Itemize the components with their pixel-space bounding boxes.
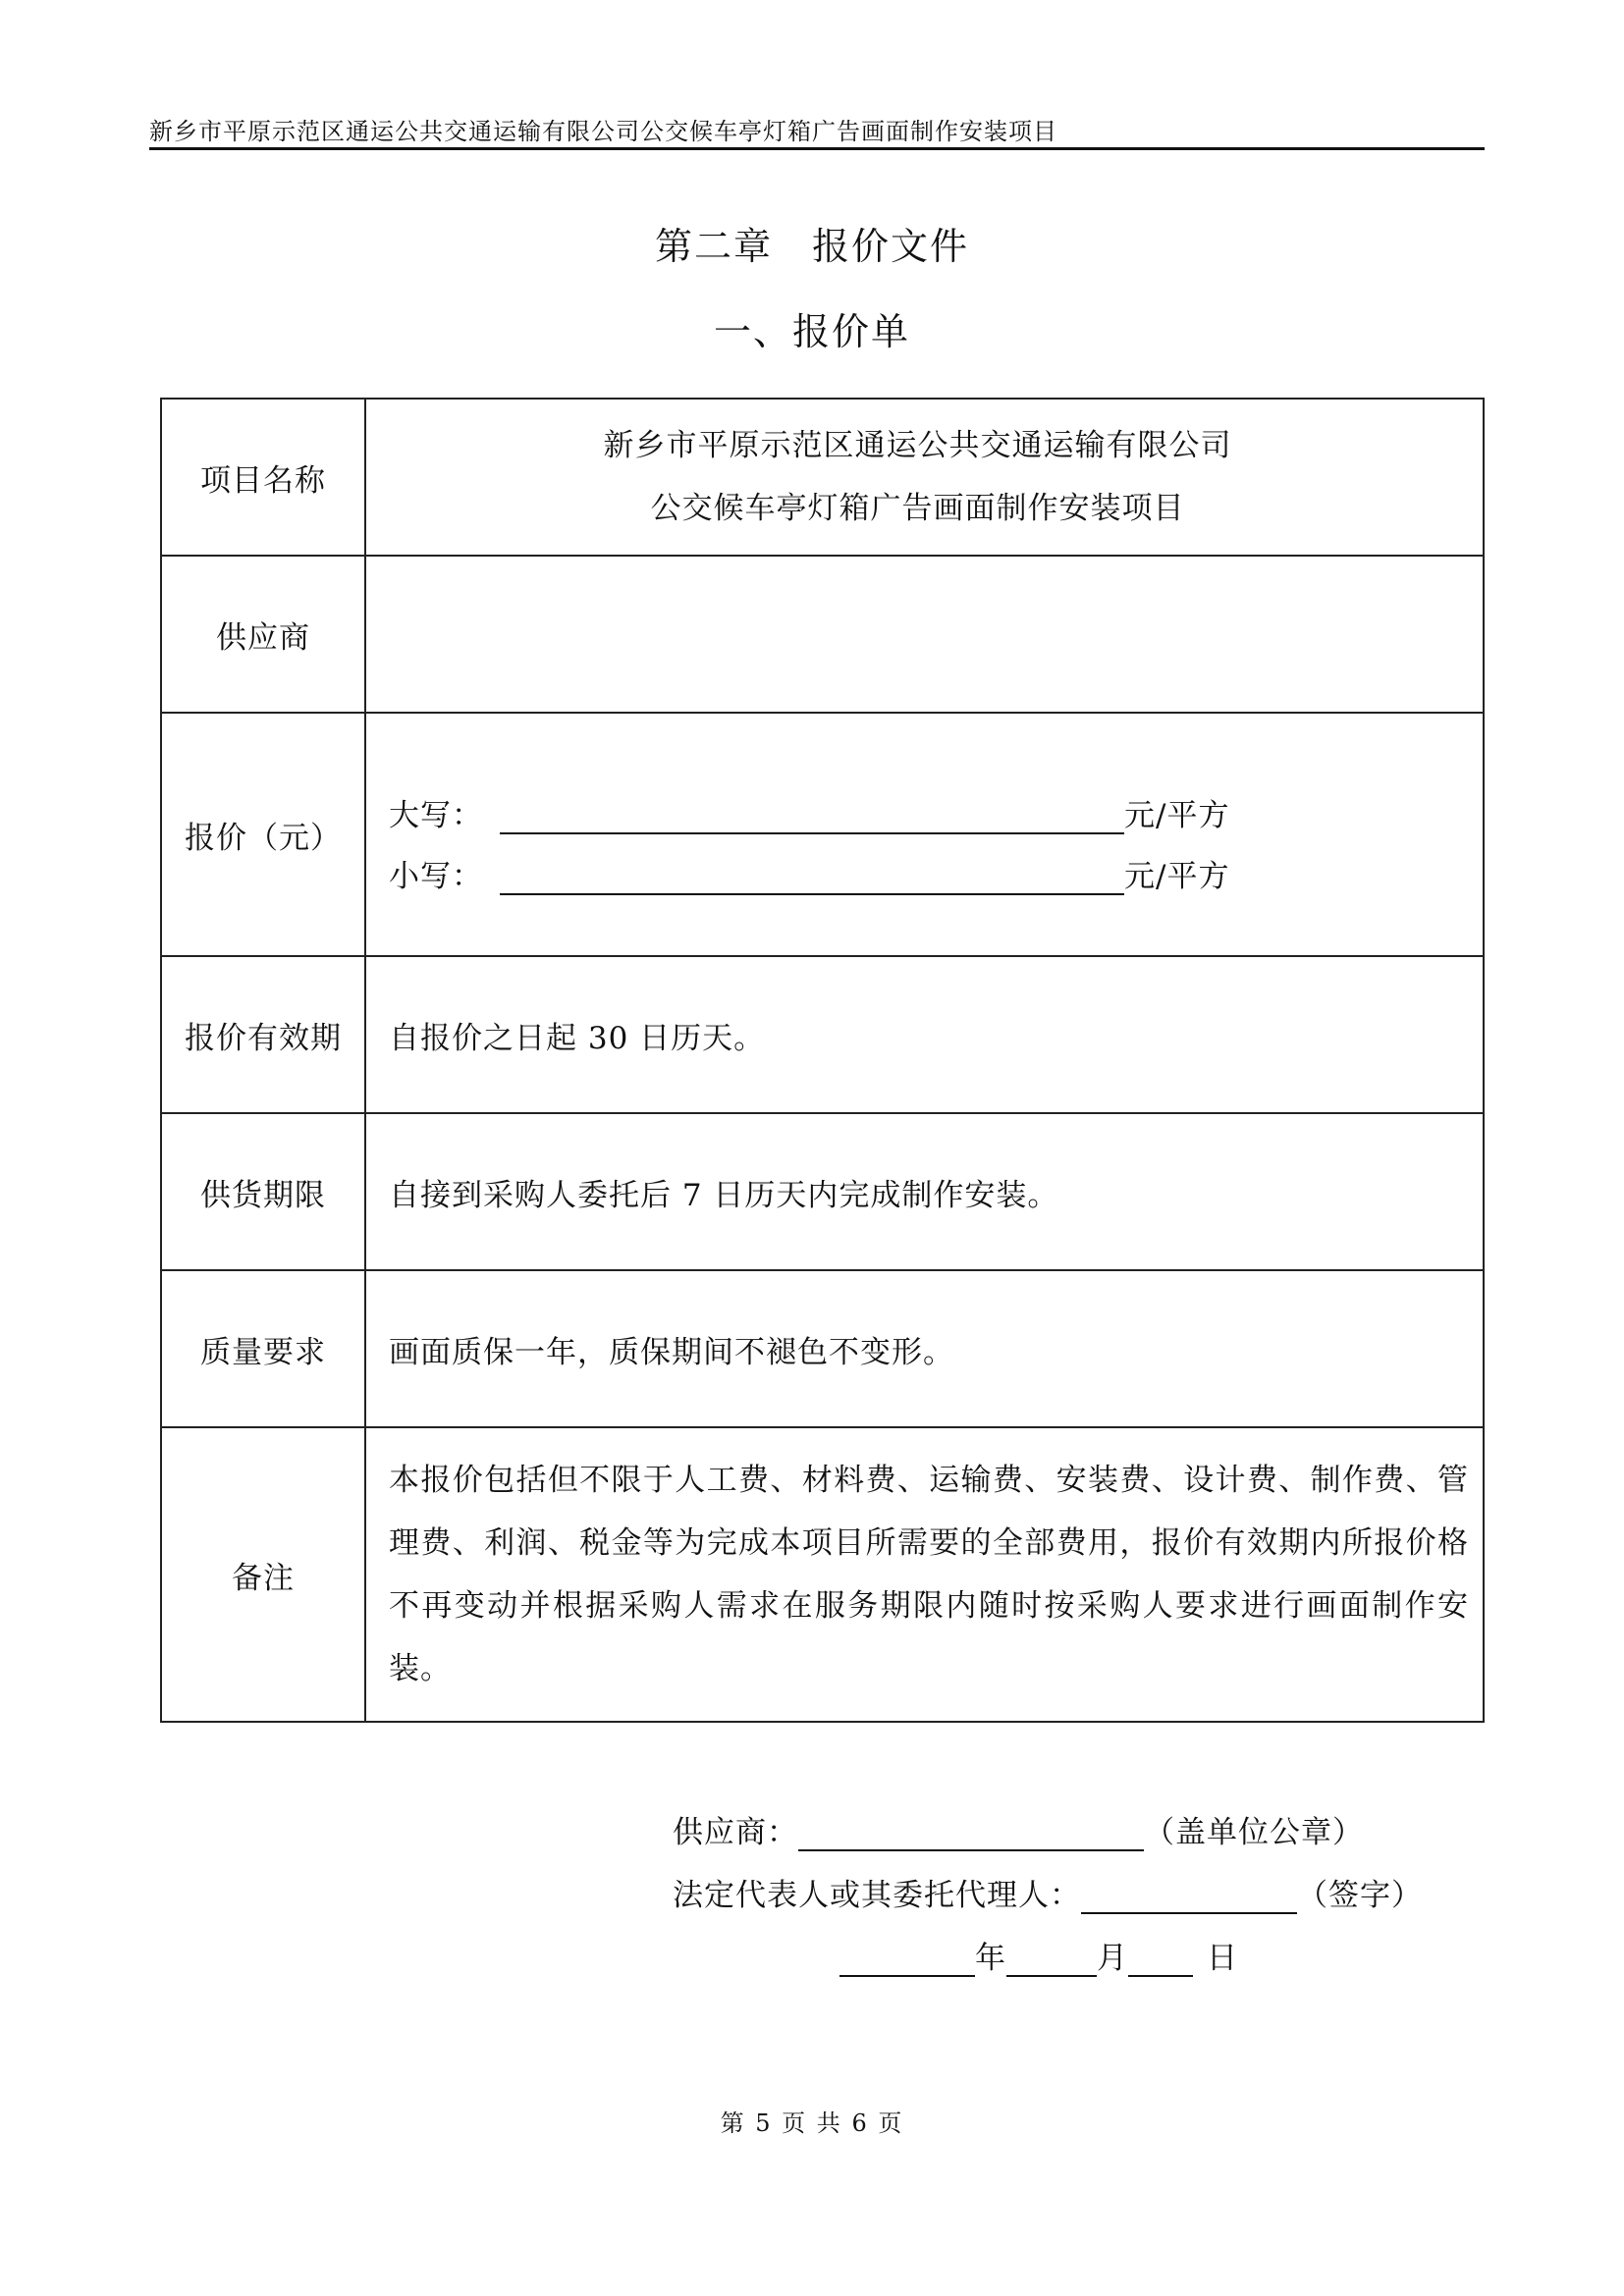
representative-label: 法定代表人或其委托代理人： [673,1878,1081,1913]
price-lower-blank[interactable] [500,858,1124,895]
table-row-price [161,713,1484,956]
table-row-quality [161,1270,1484,1427]
price-lower-label: 小写： [389,859,483,894]
supplier-sign-blank[interactable] [798,1814,1144,1851]
table-row-project-name [161,399,1484,556]
date-line [839,1914,1423,1977]
price-upper-blank[interactable] [500,797,1124,834]
chapter-name: 报价文件 [812,225,970,268]
signature-block [673,1789,1423,1977]
representative-sign-blank[interactable] [1081,1877,1297,1914]
year-blank[interactable] [839,1940,975,1977]
price-upper-line [389,774,1469,834]
remarks-label: 备注 [161,1427,365,1722]
delivery-value: 自接到采购人委托后 7 日历天内完成制作安装。 [365,1113,1484,1270]
remarks-value [365,1427,1484,1722]
project-name-line2: 公交候车亭灯箱广告画面制作安装项目 [650,491,1185,526]
price-upper-unit: 元/平方 [1124,798,1230,833]
price-label: 报价（元） [161,713,365,956]
day-blank[interactable] [1128,1940,1193,1977]
supplier-seal-note: （盖单位公章） [1144,1815,1364,1850]
section-title: 一、报价单 [713,310,910,353]
supplier-sign-label: 供应商： [673,1815,798,1850]
running-header: 新乡市平原示范区通运公共交通运输有限公司公交候车亭灯箱广告画面制作安装项目 [149,118,1057,145]
table-row-delivery [161,1113,1484,1270]
project-name-value [365,399,1484,556]
header-rule [149,147,1485,150]
price-upper-label: 大写： [389,798,483,833]
year-label: 年 [975,1941,1006,1976]
remarks-text: 本报价包括但不限于人工费、材料费、运输费、安装费、设计费、制作费、管理费、利润、税金等为完成本项目所需要的全部费用，报价有效期内所报价格不再变动并根据采购人需求在服务期限内随时按采购人要求进行画面制作安装。 [389,1463,1469,1686]
table-row-remarks [161,1427,1484,1722]
representative-note: （签字） [1297,1878,1423,1913]
price-lower-unit: 元/平方 [1124,859,1230,894]
price-value [365,713,1484,956]
page-number: 第 5 页 共 6 页 [720,2109,904,2137]
chapter-title [0,216,1624,270]
month-blank[interactable] [1006,1940,1097,1977]
project-name-line1: 新乡市平原示范区通运公共交通运输有限公司 [603,428,1232,463]
table-row-validity [161,956,1484,1113]
quality-value: 画面质保一年，质保期间不褪色不变形。 [365,1270,1484,1427]
delivery-label: 供货期限 [161,1113,365,1270]
quality-label: 质量要求 [161,1270,365,1427]
supplier-field[interactable] [365,556,1484,713]
chapter-number: 第二章 [654,225,773,268]
quotation-table [160,398,1485,1723]
validity-value: 自报价之日起 30 日历天。 [365,956,1484,1113]
month-label: 月 [1097,1941,1128,1976]
supplier-sign-line [673,1789,1423,1851]
validity-label: 报价有效期 [161,956,365,1113]
supplier-label: 供应商 [161,556,365,713]
project-name-label: 项目名称 [161,399,365,556]
price-lower-line [389,834,1469,895]
representative-sign-line [673,1851,1423,1914]
table-row-supplier [161,556,1484,713]
day-label: 日 [1207,1941,1238,1976]
